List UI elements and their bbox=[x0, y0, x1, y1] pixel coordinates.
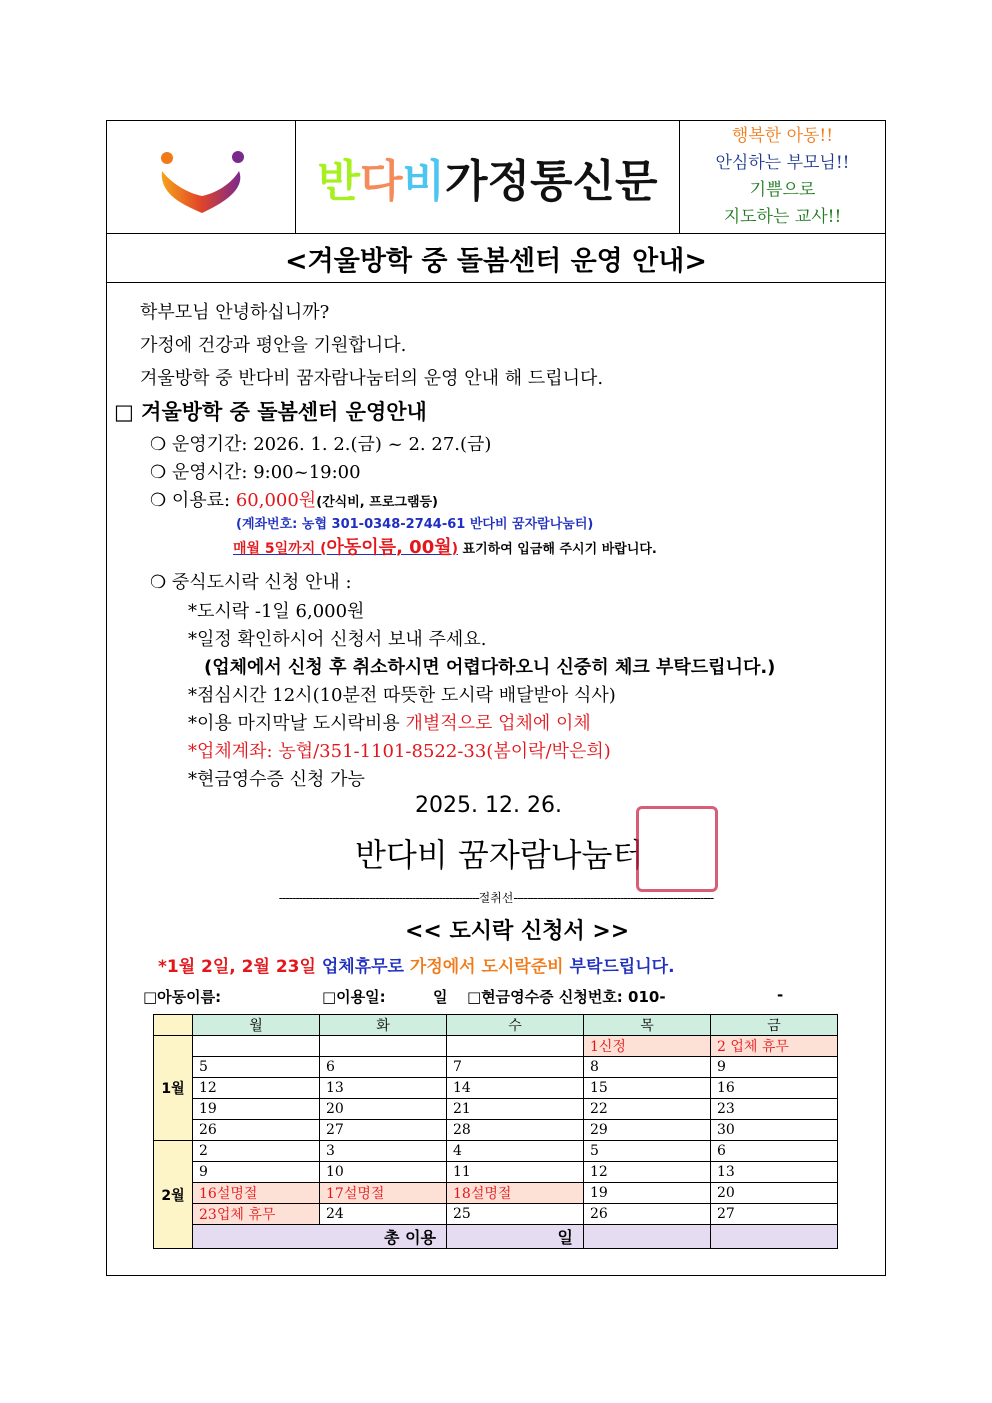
weekday-header-row bbox=[154, 1015, 838, 1036]
day-cell[interactable]: 16설명절 bbox=[193, 1183, 320, 1204]
weekday-header: 수 bbox=[447, 1015, 584, 1036]
day-cell[interactable]: 12 bbox=[193, 1078, 320, 1099]
total-days[interactable]: 일 bbox=[447, 1225, 584, 1249]
official-stamp-icon bbox=[636, 806, 718, 892]
deadline bbox=[233, 533, 657, 559]
lunch-time: *점심시간 12시(10분전 따뜻한 도시락 배달받아 식사) bbox=[188, 685, 616, 706]
day-cell[interactable]: 27 bbox=[711, 1204, 838, 1225]
deadline-tail: 표기하여 입금해 주시기 바랍니다. bbox=[458, 542, 657, 557]
day-cell[interactable]: 30 bbox=[711, 1120, 838, 1141]
day-cell[interactable]: 2 bbox=[193, 1141, 320, 1162]
day-cell[interactable] bbox=[447, 1036, 584, 1057]
use-days-field[interactable]: □이용일: bbox=[322, 988, 386, 1006]
calendar-row bbox=[154, 1162, 838, 1183]
calendar-row bbox=[154, 1099, 838, 1120]
vendor-account: *업체계좌: 농협/351-1101-8522-33(봄이락/박은희) bbox=[188, 741, 611, 762]
deadline-red bbox=[233, 537, 459, 558]
organization: 반다비 꿈자람나눔터 bbox=[355, 836, 644, 874]
day-cell[interactable]: 28 bbox=[447, 1120, 584, 1141]
day-cell[interactable]: 17설명절 bbox=[320, 1183, 447, 1204]
lunch-calendar-table bbox=[153, 1014, 838, 1249]
period: ❍ 운영기간: 2026. 1. 2.(금) ~ 2. 27.(금) bbox=[150, 434, 492, 455]
receipt-note: *현금영수증 신청 가능 bbox=[188, 769, 365, 790]
slogan bbox=[680, 121, 885, 235]
lunch-last-b: 개별적으로 업체에 이체 bbox=[405, 713, 591, 734]
cut-line: ------------------------------------------------------------절취선------------------------------------------------------------ bbox=[278, 891, 714, 905]
total-label: 총 이용 bbox=[193, 1225, 447, 1249]
total-empty bbox=[711, 1225, 838, 1249]
calendar-row bbox=[154, 1183, 838, 1204]
day-cell[interactable]: 6 bbox=[320, 1057, 447, 1078]
day-cell[interactable]: 26 bbox=[584, 1204, 711, 1225]
slogan-line: 기쁨으로 bbox=[749, 180, 816, 200]
receipt-phone-dash: - bbox=[777, 986, 784, 1004]
day-cell[interactable]: 29 bbox=[584, 1120, 711, 1141]
day-cell[interactable]: 21 bbox=[447, 1099, 584, 1120]
day-cell[interactable]: 18설명절 bbox=[447, 1183, 584, 1204]
newsletter-title bbox=[296, 121, 680, 233]
form-title: << 도시락 신청서 >> bbox=[405, 919, 630, 944]
day-cell[interactable]: 9 bbox=[711, 1057, 838, 1078]
month-label: 2월 bbox=[154, 1141, 193, 1249]
day-cell[interactable]: 24 bbox=[320, 1204, 447, 1225]
lunch-title: ❍ 중식도시락 신청 안내 : bbox=[150, 572, 352, 593]
day-cell[interactable] bbox=[193, 1036, 320, 1057]
day-cell[interactable]: 3 bbox=[320, 1141, 447, 1162]
day-cell[interactable]: 5 bbox=[584, 1141, 711, 1162]
day-cell[interactable]: 13 bbox=[711, 1162, 838, 1183]
header bbox=[107, 121, 885, 234]
day-cell[interactable]: 16 bbox=[711, 1078, 838, 1099]
day-cell[interactable]: 2 업체 휴무 bbox=[711, 1036, 838, 1057]
fee-line bbox=[150, 486, 438, 512]
calendar-row bbox=[154, 1078, 838, 1099]
day-cell[interactable]: 6 bbox=[711, 1141, 838, 1162]
day-cell[interactable]: 20 bbox=[711, 1183, 838, 1204]
title-part: 다 bbox=[359, 156, 403, 207]
calendar-row bbox=[154, 1057, 838, 1078]
date: 2025. 12. 26. bbox=[415, 793, 562, 818]
lunch-warning: (업체에서 신청 후 취소하시면 어렵다하오니 신중히 체크 부탁드립니다.) bbox=[204, 657, 776, 678]
weekday-header: 목 bbox=[584, 1015, 711, 1036]
calendar-row bbox=[154, 1141, 838, 1162]
calendar-row bbox=[154, 1204, 838, 1225]
lunch-line: *도시락 -1일 6,000원 bbox=[188, 601, 365, 622]
lunch-last-a: *이용 마지막날 도시락비용 bbox=[188, 713, 406, 734]
day-cell[interactable]: 15 bbox=[584, 1078, 711, 1099]
slogan-line: 행복한 아동!! bbox=[731, 126, 834, 146]
day-cell[interactable]: 7 bbox=[447, 1057, 584, 1078]
notice-a: *1월 2일, 2월 23일 bbox=[158, 957, 322, 977]
day-cell[interactable]: 20 bbox=[320, 1099, 447, 1120]
day-cell[interactable]: 22 bbox=[584, 1099, 711, 1120]
greeting-line: 겨울방학 중 반다비 꿈자람나눔터의 운영 안내 해 드립니다. bbox=[140, 368, 604, 389]
calendar-row bbox=[154, 1120, 838, 1141]
lunch-line: *일정 확인하시어 신청서 보내 주세요. bbox=[188, 629, 487, 650]
slogan-line: 지도하는 교사!! bbox=[723, 207, 842, 227]
form-notice bbox=[158, 952, 675, 977]
day-cell[interactable]: 26 bbox=[193, 1120, 320, 1141]
day-cell[interactable]: 8 bbox=[584, 1057, 711, 1078]
title-part: 비 bbox=[402, 156, 445, 207]
title-part: 반 bbox=[317, 156, 360, 207]
notice-b: 업체휴무로 bbox=[321, 957, 410, 977]
day-cell[interactable]: 25 bbox=[447, 1204, 584, 1225]
heart-people-logo-icon bbox=[107, 121, 295, 233]
deadline-c: ) bbox=[451, 541, 459, 557]
day-cell[interactable]: 23 bbox=[711, 1099, 838, 1120]
day-cell[interactable]: 23업체 휴무 bbox=[193, 1204, 320, 1225]
fee-note: (간식비, 프로그램등) bbox=[316, 495, 438, 510]
total-empty bbox=[584, 1225, 711, 1249]
day-cell[interactable]: 1신정 bbox=[584, 1036, 711, 1057]
day-cell[interactable]: 13 bbox=[320, 1078, 447, 1099]
receipt-phone-field[interactable]: □현금영수증 신청번호: 010- bbox=[467, 988, 666, 1006]
notice-d: 부탁드립니다. bbox=[569, 957, 675, 977]
greeting-line: 가정에 건강과 평안을 기원합니다. bbox=[140, 335, 407, 356]
calendar-row bbox=[154, 1036, 838, 1057]
deadline-a: 매월 5일까지 ( bbox=[233, 541, 327, 557]
day-cell[interactable]: 14 bbox=[447, 1078, 584, 1099]
hours: ❍ 운영시간: 9:00~19:00 bbox=[150, 462, 361, 483]
day-cell[interactable] bbox=[320, 1036, 447, 1057]
day-cell[interactable]: 10 bbox=[320, 1162, 447, 1183]
child-name-field[interactable]: □아동이름: bbox=[143, 988, 222, 1006]
logo bbox=[107, 121, 296, 233]
greeting-line: 학부모님 안녕하십니까? bbox=[140, 302, 330, 323]
account: (계좌번호: 농협 301-0348-2744-61 반다비 꿈자람나눔터) bbox=[236, 517, 594, 532]
day-cell[interactable]: 19 bbox=[584, 1183, 711, 1204]
day-cell[interactable]: 4 bbox=[447, 1141, 584, 1162]
title-part: 가정통신문 bbox=[445, 156, 658, 207]
cut-line-label: 절취선 bbox=[478, 891, 514, 905]
fee-label: ❍ 이용료: bbox=[150, 490, 236, 511]
day-cell[interactable]: 19 bbox=[193, 1099, 320, 1120]
day-cell[interactable]: 9 bbox=[193, 1162, 320, 1183]
weekday-header: 월 bbox=[193, 1015, 320, 1036]
day-cell[interactable]: 11 bbox=[447, 1162, 584, 1183]
notice-c: 가정에서 도시락준비 bbox=[409, 957, 570, 977]
lunch-last bbox=[188, 709, 591, 735]
weekday-header: 금 bbox=[711, 1015, 838, 1036]
day-cell[interactable]: 5 bbox=[193, 1057, 320, 1078]
section-title: □ 겨울방학 중 돌봄센터 운영안내 bbox=[114, 400, 427, 424]
use-days-unit: 일 bbox=[433, 988, 448, 1006]
day-cell[interactable]: 27 bbox=[320, 1120, 447, 1141]
day-cell[interactable]: 12 bbox=[584, 1162, 711, 1183]
month-label: 1월 bbox=[154, 1036, 193, 1141]
fee: 60,000원 bbox=[235, 490, 317, 511]
total-row bbox=[154, 1225, 838, 1249]
month-header-cell bbox=[154, 1015, 193, 1036]
weekday-header: 화 bbox=[320, 1015, 447, 1036]
deadline-b: 아동이름, 00월 bbox=[326, 537, 452, 558]
slogan-line: 안심하는 부모님!! bbox=[715, 153, 850, 173]
subtitle: <겨울방학 중 돌봄센터 운영 안내> bbox=[107, 234, 885, 283]
